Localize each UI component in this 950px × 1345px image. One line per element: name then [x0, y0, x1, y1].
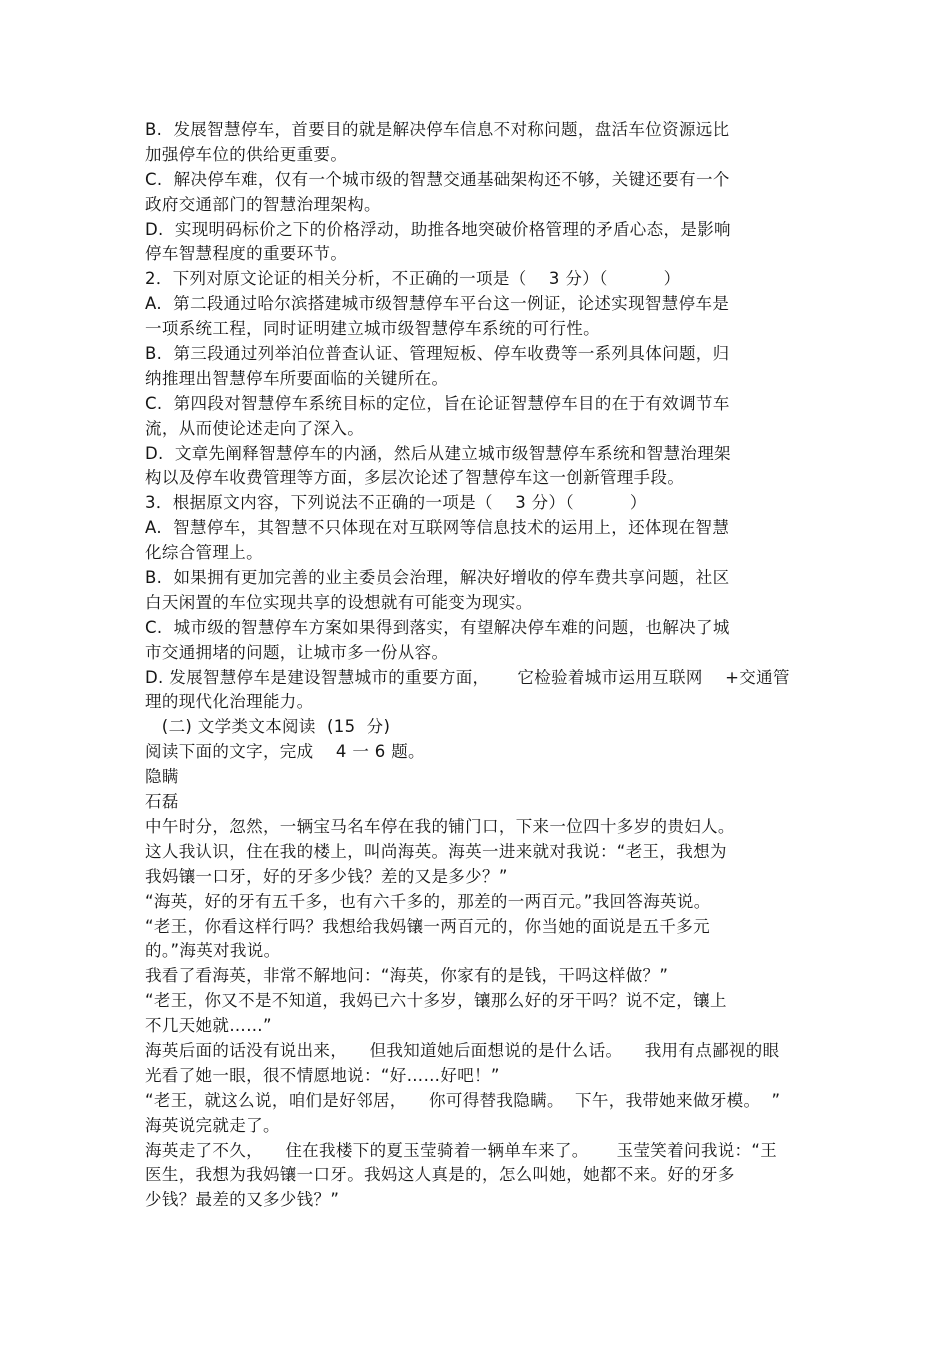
text-line: D. 发展智慧停车是建设智慧城市的重要方面， 它检验着城市运用互联网 +交通管: [145, 667, 790, 687]
text-line: B. 如果拥有更加完善的业主委员会治理，解决好增收的停车费共享问题，社区: [145, 568, 730, 588]
text-line: 我看了看海英，非常不解地问：“海英，你家有的是钱，干吗这样做？”: [145, 966, 669, 986]
text-line: 一项系统工程，同时证明建立城市级智慧停车系统的可行性。: [145, 319, 600, 339]
text-line: 停车智慧程度的重要环节。: [145, 244, 348, 264]
text-line: 理的现代化治理能力。: [145, 692, 314, 712]
text-line: 隐瞒: [145, 767, 179, 787]
text-line: B. 发展智慧停车，首要目的就是解决停车信息不对称问题，盘活车位资源远比: [145, 120, 730, 139]
text-line: C. 第四段对智慧停车系统目标的定位，旨在论证智慧停车目的在于有效调节车: [145, 393, 730, 413]
text-line: C. 城市级的智慧停车方案如果得到落实，有望解决停车难的问题，也解决了城: [145, 617, 730, 637]
text-line: “老王，你看这样行吗？我想给我妈镶一两百元的，你当她的面说是五千多元: [145, 916, 710, 936]
text-line: 流，从而使论述走向了深入。: [145, 418, 365, 438]
text-line: 不几天她就……”: [145, 1016, 272, 1036]
text-line: 海英走了不久， 住在我楼下的夏玉莹骑着一辆单车来了。 玉莹笑着问我说：“王: [145, 1140, 778, 1160]
text-line: D. 文章先阐释智慧停车的内涵，然后从建立城市级智慧停车系统和智慧治理架: [145, 443, 731, 463]
text-line: A. 第二段通过哈尔滨搭建城市级智慧停车平台这一例证，论述实现智慧停车是: [145, 294, 730, 314]
text-line: 我妈镶一口牙，好的牙多少钱？差的又是多少？”: [145, 866, 508, 886]
text-line: 海英后面的话没有说出来， 但我知道她后面想说的是什么话。 我用有点鄙视的眼: [145, 1040, 780, 1060]
text-line: 医生，我想为我妈镶一口牙。我妈这人真是的，怎么叫她，她都不来。好的牙多: [145, 1165, 735, 1185]
text-line: 构以及停车收费管理等方面，多层次论述了智慧停车这一创新管理手段。: [145, 468, 685, 488]
text-line: C. 解决停车难，仅有一个城市级的智慧交通基础架构还不够，关键还要有一个: [145, 169, 730, 189]
text-line: 3．根据原文内容，下列说法不正确的一项是（ 3 分）（ ）: [145, 493, 647, 513]
text-line: 光看了她一眼，很不情愿地说：“好……好吧！”: [145, 1065, 500, 1085]
text-line: D. 实现明码标价之下的价格浮动，助推各地突破价格管理的矛盾心态，是影响: [145, 219, 731, 239]
text-line: 化综合管理上。: [145, 543, 263, 563]
text-line: (二) 文学类文本阅读 (15 分): [145, 717, 391, 737]
text-line: “老王，就这么说，咱们是好邻居， 你可得替我隐瞒。 下午，我带她来做牙模。 ”: [145, 1090, 781, 1110]
text-line: 市交通拥堵的问题，让城市多一份从容。: [145, 642, 449, 662]
text-line: B. 第三段通过列举泊位普查认证、管理短板、停车收费等一系列具体问题，归: [145, 344, 730, 364]
text-line: 白天闲置的车位实现共享的设想就有可能变为现实。: [145, 592, 533, 612]
text-line: 中午时分，忽然，一辆宝马名车停在我的铺门口，下来一位四十多岁的贵妇人。: [145, 816, 735, 836]
text-line: 少钱？最差的又多少钱？”: [145, 1190, 340, 1210]
text-line: “老王，你又不是不知道，我妈已六十多岁，镶那么好的牙干吗？说不定，镶上: [145, 991, 727, 1011]
text-line: “海英，好的牙有五千多，也有六千多的，那差的一两百元。”我回答海英说。: [145, 891, 711, 911]
text-line: A. 智慧停车，其智慧不只体现在对互联网等信息技术的运用上，还体现在智慧: [145, 518, 730, 538]
text-line: 政府交通部门的智慧治理架构。: [145, 194, 381, 214]
text-line: 阅读下面的文字，完成 4 一 6 题。: [145, 742, 425, 762]
text-line: 石磊: [145, 792, 179, 812]
text-line: 海英说完就走了。: [145, 1115, 280, 1135]
text-line: 纳推理出智慧停车所要面临的关键所在。: [145, 368, 449, 388]
text-line: 2．下列对原文论证的相关分析，不正确的一项是（ 3 分）（ ）: [145, 269, 681, 289]
text-line: 加强停车位的供给更重要。: [145, 144, 348, 164]
document-page: [145, 118, 815, 1213]
text-line: 这人我认识，住在我的楼上，叫尚海英。海英一进来就对我说：“老王，我想为: [145, 841, 727, 861]
text-line: 的。”海英对我说。: [145, 941, 281, 961]
